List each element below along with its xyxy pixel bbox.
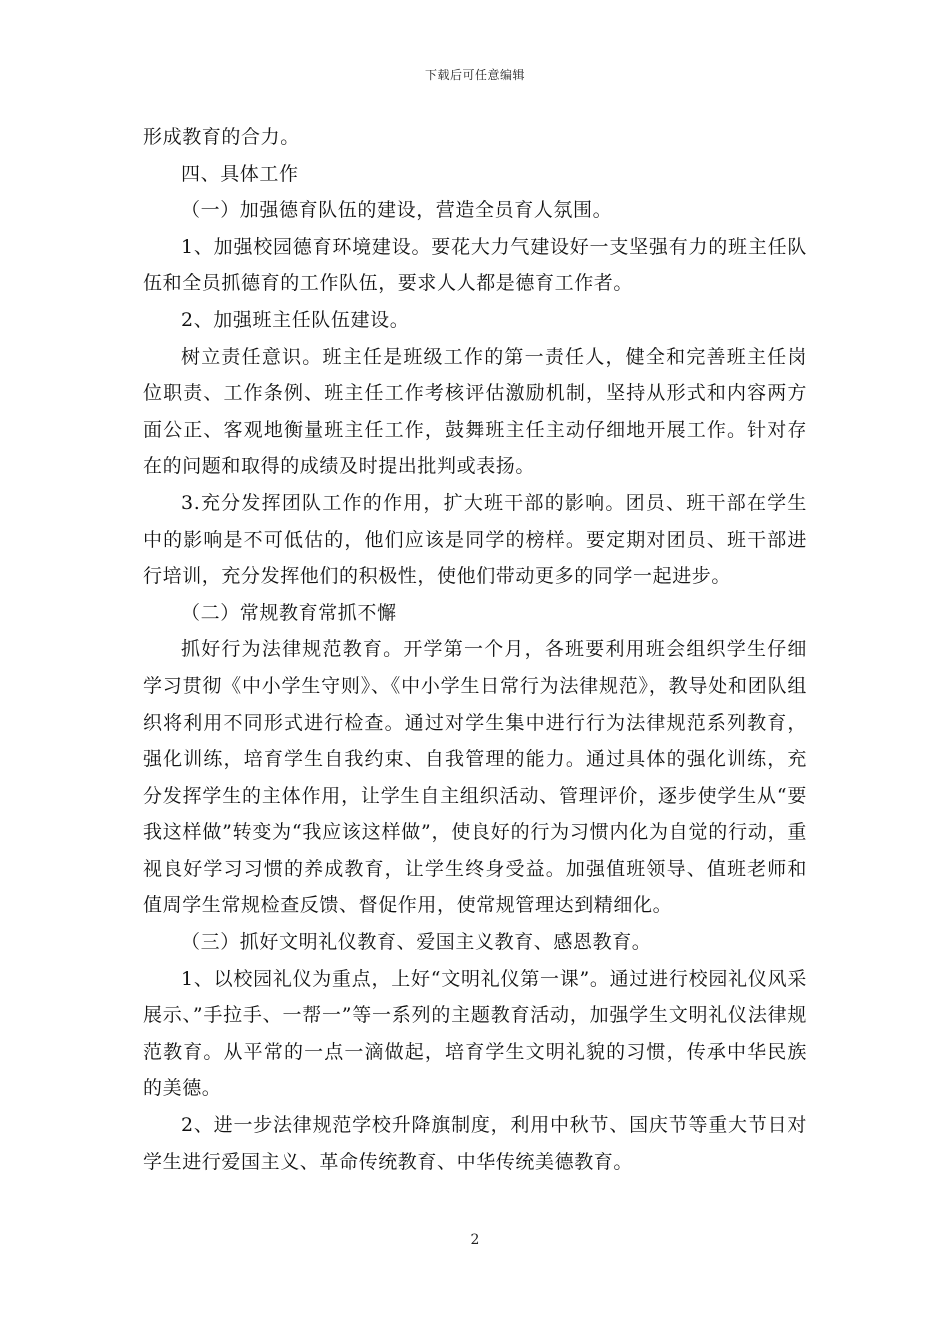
- subsection-heading-2: （二）常规教育常抓不懈: [181, 601, 397, 624]
- subsection-heading-3: （三）抓好文明礼仪教育、爱国主义教育、感恩教育。: [181, 931, 652, 954]
- paragraph-flag-ceremony: 2、进一步法律规范学校升降旗制度，利用中秋节、国庆节等重大节日对学生进行爱国主义、革命传统教育、中华传统美德教育。: [143, 1114, 807, 1173]
- paragraph-item-3: 3.充分发挥团队工作的作用，扩大班干部的影响。团员、班干部在学生中的影响是不可低估的，他们应该是同学的榜样。要定期对团员、班干部进行培训，充分发挥他们的积极性，使他们带动更多的同学一起进步。: [143, 491, 807, 588]
- page-number: 2: [470, 1232, 480, 1248]
- paragraph-routine-education: 抓好行为法律规范教育。开学第一个月，各班要利用班会组织学生仔细学习贯彻《中小学生守则》、《中小学生日常行为法律规范》，教导处和团队组织将利用不同形式进行检查。通过对学生集中进行行为法律规范系列教育，强化训练，培育学生自我约束、自我管理的能力。通过具体的强化训练，充分发挥学生的主体作用，让学生自主组织活动、管理评价，逐步使学生从“要我这样做”转变为“我应该这样做”，使良好的行为习惯内化为自觉的行动，重视良好学习习惯的养成教育，让学生终身受益。加强值班领导、值班老师和值周学生常规检查反馈、督促作用，使常规管理达到精细化。: [143, 638, 807, 917]
- paragraph-continuation: 形成教育的合力。: [143, 126, 300, 148]
- paragraph-etiquette: 1、以校园礼仪为重点，上好“文明礼仪第一课”。通过进行校园礼仪风采展示、”手拉手、一帮一”等一系列的主题教育活动，加强学生文明礼仪法律规范教育。从平常的一点一滴做起，培育学生文明礼貌的习惯，传承中华民族的美德。: [143, 967, 807, 1100]
- paragraph-item-1: 1、加强校园德育环境建设。要花大力气建设好一支坚强有力的班主任队伍和全员抓德育的工作队伍，要求人人都是德育工作者。: [143, 235, 807, 295]
- page-header: 下载后可任意编辑: [424, 68, 525, 82]
- paragraph-responsibility: 树立责任意识。班主任是班级工作的第一责任人，健全和完善班主任岗位职责、工作条例、班主任工作考核评估激励机制，坚持从形式和内容两方面公正、客观地衡量班主任工作，鼓舞班主任主动仔细地开展工作。针对存在的问题和取得的成绩及时提出批判或表扬。: [143, 345, 807, 478]
- section-heading-specific-work: 四、具体工作: [181, 162, 299, 185]
- subsection-heading-1: （一）加强德育队伍的建设，营造全员育人氛围。: [181, 199, 613, 222]
- document-body: [143, 119, 807, 1180]
- paragraph-item-2: 2、加强班主任队伍建设。: [181, 308, 410, 331]
